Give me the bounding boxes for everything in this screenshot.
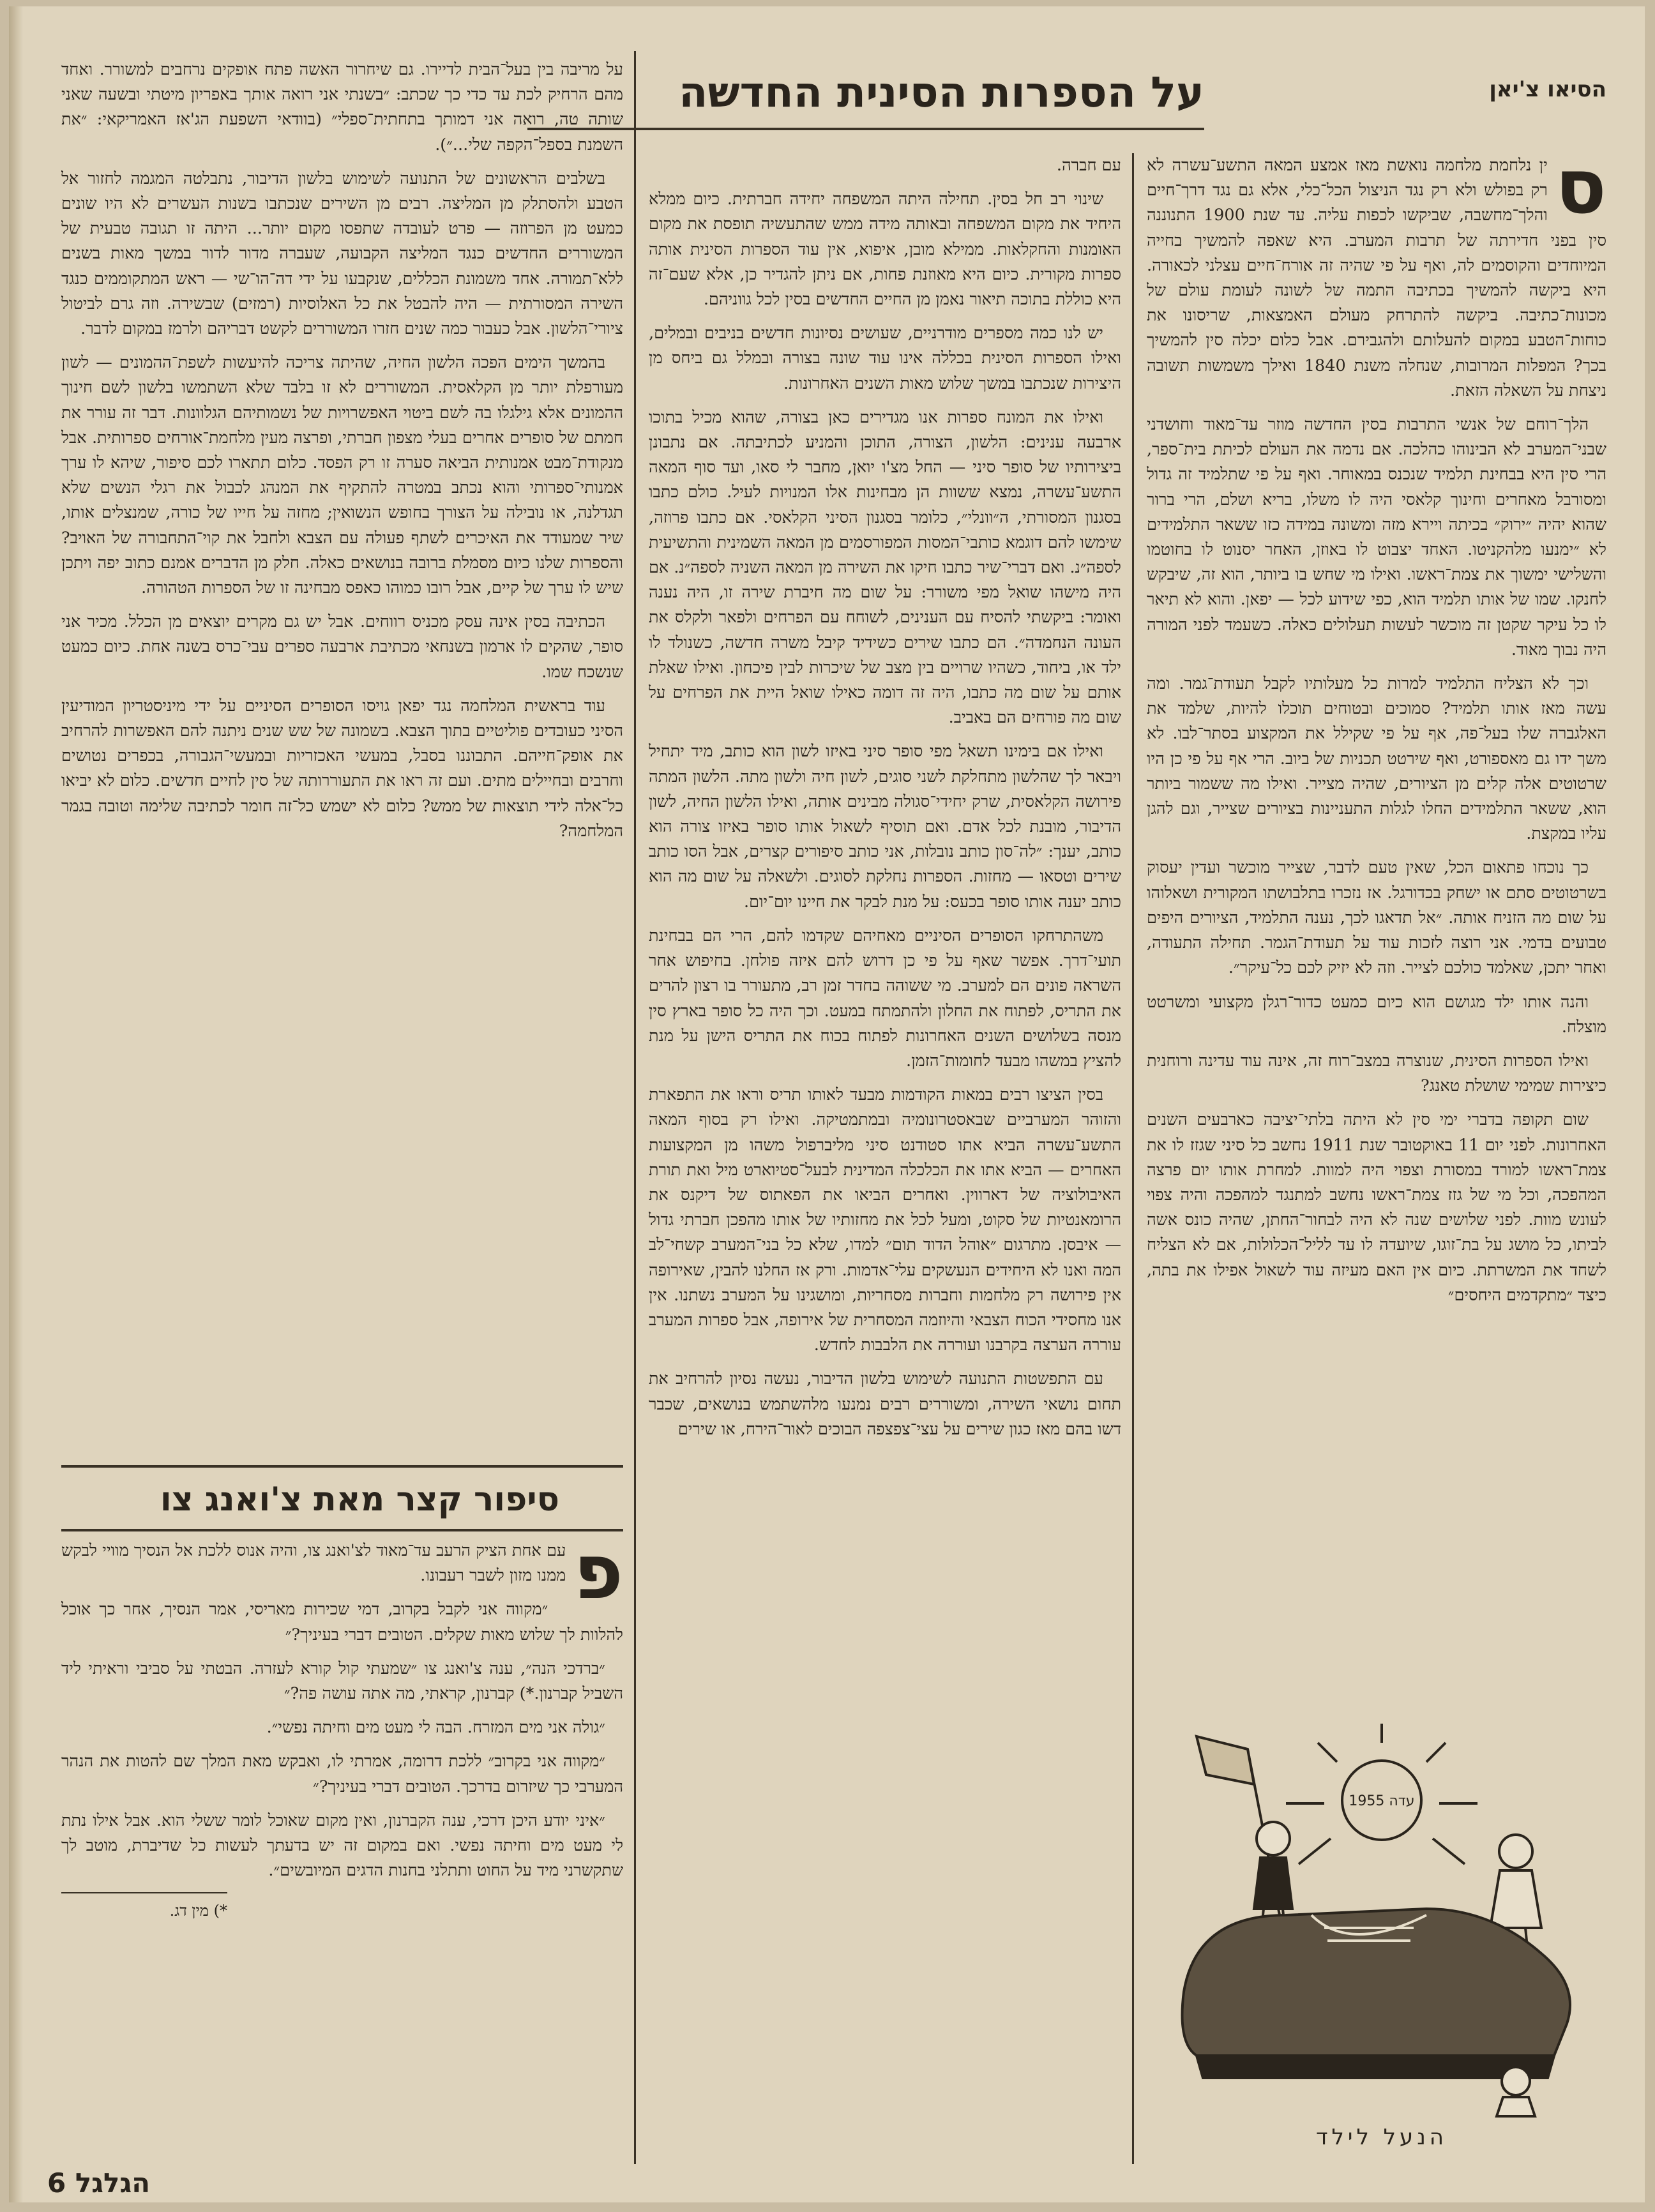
article-paragraph: בהמשך הימים הפכה הלשון החיה, שהיתה צריכה להיעשות לשפת־ההמונים — לשון מעורפלת יותר מן הקלאסית. המשוררים לא זו בלבד שלא השתמשו בלשון לשם חינוך ההמונים אלא גילגלו בה לשם ביטוי האפשרויות של נשמותיהם הגלוונות. דבר זה עורר את חמתם של סופרים אחרים בעלי מצפון חברתי, ופרצה מעין מלחמת־אורחים ספרותית. אבל מנקודת־מבט אמנותית הביאה סערה זו רק הפסד. כלום תתארו לכם סיפור, שיהא לו ערך אמנותי־ספרותי והוא נכתב במטרה להתקיף את המנהג לכבול את רגלי הנשים שלא תגדלנה, או נובילה על הצורך בחופש הנשואין; מחזה על חייו של כורה, שמנצלים אותו, שיר שמעודד את האיכרים לשתף פעולה עם הצבא ולחבל את קוי־התחבורה של האויב? והספרות שלנו כיום מסמלת ברובה בנושאים כאלה. חלק מן הדברים אמנם כתוב יפה ויתכן שיש לו ערך של קיים, אבל רובו כמוהו כאפס מבחינה זו של הספרות הטהורה. [61, 353, 623, 598]
article-paragraph: משהתרחקו הסופרים הסיניים מאחיהם שקדמו להם, הרי הם בבחינת תועי־דרך. אפשר שאף על פי כן דרוש להם איזה פולחן. בחיפוש אחר השראה פונים הם למערב. מי ששוהה בחדר זמן רב, מתעורר בו רצון להרים את התריס, לפתוח את החלון ולהתמתח במעט. וכך היה כל סופר בארץ סין מנסה בשלושים השנים האחרונות לפתוח בכוח את התריס הישן על מנת להציץ במשהו מבעד לחומות־הזמן. [649, 926, 1121, 1071]
column-divider [1132, 153, 1134, 2164]
article-paragraph: בסין הציצו רבים במאות הקודמות מבעד לאותו תריס וראו את התפארת והזוהר המערביים שבאסטרונומיה ובמתמטיקה. ואילו רק בסוף המאה התשע־עשרה הביא אתו סטודנט סיני מליברפול משהו מן המקצועות האחרים — הביא אתו את הכלכלה המדינית לבעל־סטיוארט מיל ואת תורת האיבולוציה של דארווין. ואחרים הביאו את הפאתוס של דיקנס את הרומאנטיות של סקוט, ומעל לכל את מחזותיו של אותו מהפכן חברתי גדול — איבסן. מתרגום ״אוהל הדוד תום״ למדו, שלא כל בני־המערב קשחי־לב המה ואנו לא היחידים הנעשקים עלי־אדמות. ורק אז החלנו להבין, שאירופה אין פירושה רק מלחמות וחברות מסחריות, ומושגינו על המערב נשתנו. אין אנו מחסידי הכוח הצבאי והיוזמה המסחרית של אירופה, אבל ספרות המערב עוררה הערצה בקרבנו ועוררה את הלבבות לחדש. [649, 1085, 1121, 1355]
newspaper-page [9, 6, 1645, 2202]
illustration-caption: הנעל לילד [1315, 2125, 1448, 2150]
story-title: סיפור קצר מאת צ'ואנג צו [160, 1480, 559, 1519]
story-paragraph: ״מקווה אני בקרוב״ ללכת דרומה, אמרתי לו, ואבקש מאת המלך שם להטות את הנהר המערבי כך שיזרום בדרכך. הטובים דברי בעיניך?״ [61, 1752, 623, 1796]
story-dropcap: פ [573, 1539, 623, 1616]
article-author: הסיאו צ'יאן [1489, 77, 1606, 102]
story-paragraph: ״מקווה אני לקבל בקרוב, דמי שכירות מאריסי, אמר הנסיך, אחר כך אוכל להלוות לך שלוש מאות שקלים. הטובים דברי בעיניך?״ [61, 1600, 623, 1644]
shoe-illustration [1158, 1724, 1605, 2119]
article-dropcap: ס [1555, 153, 1606, 230]
article-paragraph: שום תקופה בדברי ימי סין לא היתה בלתי־יציבה כארבעים השנים האחרונות. לפני יום 11 באוקטובר שנת 1911 נחשב כל סיני שגזז לו את צמת־ראשו למורד במסורת וצפוי היה למוות. למחרת אותו יום פרצה המהפכה, וכל מי של גזז צמת־ראשו נחשב למתנגד למהפכה והיה צפוי לעונש מוות. לפני שלושים שנה לא היה לבחור־החתן, שהיה כונס אשה לביתו, כל מושג על בת־זוגו, שיועדה לו עד לליל־הכלולות, אם לא הצליח לשחד את המשרתת. כיום אין האם מעיזה עוד לשאול אפילו את בתה, כיצד ״מתקדמים היחסים״ [1147, 1110, 1606, 1305]
article-paragraph: וכך לא הצליח התלמיד למרות כל מעלותיו לקבל תעודת־גמר. ומה עשה מאז אותו תלמיד? סמוכים ובטוחים תוכלו להיות, שלמד את האלגברה שלו בעל־פה, אף על פי שקילל את המקצוע בסתר־לבו. לא משך ידו גם מאספורט, ואף שירטט תכניות של ביוב. הרי אף על פי כן היו שרטוטים אלה קלים מן הציורים, שהיה מצייר. ואילו מה ששמור ביותר הוא, ששאר התלמידים החלו לגלות התעניינות בציורים שצייר, וגם להגן עליו במקצת. [1147, 674, 1606, 844]
story-paragraph: ״גולה אני מים המזרח. הבה לי מעט מים וחיתה נפשי״. [266, 1718, 605, 1738]
page-edge-shadow [9, 6, 23, 2202]
story-paragraph: ״איני יודע היכן דרכי, ענה הקברנון, ואין מקום שאוכל לומר ששלי הוא. אבל אילו נתת לי מעט מים וחיתה נפשי. ואם במקום זה יש בדעתך לעשות כל שדיברת, מוטב לך שתקשרני מיד על החוט ותתלני בחנות הדגים המיובשים״. [61, 1810, 623, 1881]
story-paragraph: עם אחת הציק הרעב עד־מאוד לצ'ואנג צו, והיה אנוס ללכת אל הנסיך מוויי לבקש ממנו מזון לשבר רעבונו. [61, 1541, 566, 1586]
article-paragraph: יש לנו כמה מספרים מודרניים, שעושים נסיונות חדשים בניבים ובמלים, ואילו הספרות הסינית בכללה אינו עוד שונה בצורה ובמלל גם ביחס מן היצירות שנכתבו במשך שלוש מאות השנים האחרונות. [649, 324, 1121, 393]
story-footnote: *) מין דג. [61, 1892, 227, 1923]
article-paragraph: ואילו את המונח ספרות אנו מגדירים כאן בצורה, שהוא מכיל בתוכו ארבעה ענינים: הלשון, הצורה, התוכן והמניע לכתיבתה. אם נתבונן ביצירותיו של סופר סיני — החל מצ'ו יואן, מחבר לי סאו, ועד סוף המאה התשע־עשרה, נמצא ששוות הן מבחינות אלו המנויות לעיל. כולם כתבו בסגנון המסורתי, ה״וונלי״, כלומר בסגנון הסיני הקלאסי. אם כתבו פרוזה, שימשו להם דוגמא כותבי־המסות המפורסמים מן המאה השמינית והתשיעית לספה״נ. ואם דברי־שיר כתבו חיקו את השירה מן המאה השניה לספה״נ. אם היה מישהו שואל מפי משורר: על שום מה חיברת שירה זו, היה נענה ואומר: ביקשתי להסיח עם הענינים, לשוחח עם הפרחים ולפאר ולקלס את העונה הנחמדה״. הם כתבו שירים כשידיד קיבל משרה חדשה, כשנולד לו ילד או, ביחוד, כשהיו שרויים בין מצב של שיכרות לבין פיכחון. ואילו שאלת אותם על שום מה כתבו, היה זה דומה כאילו שואל היית את הפרחים על שום מה פורחים הם באביב. [649, 407, 1121, 728]
column-divider [634, 51, 636, 2164]
article-paragraph: עוד בראשית המלחמה נגד יפאן גויסו הסופרים הסיניים על ידי מיניסטריון המודיעין הסיני כעובדים פוליטיים בתוך הצבא. בשמונה של שש שנים ניתנה להם האפשרות להרחיב את אופק־חייהם. התבוננו בסבל, במעשי האכזריות ובמעשי־הגבורה, בכפרים נטושים וחרבים ובחיילים מתים. ועם זה ראו את התעוררותה של סין לחיים חדשים. כלום לא יביאו כל־אלה לידי תוצאות של ממש? כלום לא ישמש כל־זה חומר לכתיבה שלימה וטובה בגמר המלחמה? [61, 696, 623, 841]
article-column-1 [1147, 153, 1606, 1711]
story-paragraph: ״ברדכי הנה״, ענה צ'ואנג צו ״שמעתי קול קורא לעזרה. הבטתי על סביבי וראיתי ליד השביל קברנון.*) קברנון, קראתי, מה אתה עושה פה?״ [61, 1659, 623, 1704]
article-paragraph: ואילו אם בימינו תשאל מפי סופר סיני באיזו לשון הוא כותב, מיד יתחיל ויבאר לך שהלשון מתחלקת לשני סוגים, לשון חיה ולשון מתה. הלשון המתה פירושה הקלאסית, שרק יחידי־סגולה מבינים אותה, ואילו הלשון החיה, לשון הדיבור, מובנת לכל אדם. ואם תוסיף לשאול אותו סופר באיזו צורה הוא כותב, יענך: ״לה־סון כותב נובלות, אני כותב סיפורים קצרים, אבל הסו כותב שירים וטסאו — מחזות. הספרות נחלקת לסוגים. ולשאלה על שום מה הוא כותב יענה אותו סופר בכעס: על מנת לבקר את חיינו יום־יום. [649, 742, 1121, 912]
page-footer: הגלגל 6 [47, 2167, 151, 2199]
story-column [61, 1539, 623, 2183]
article-column-3 [61, 57, 623, 1462]
article-paragraph: הכתיבה בסין אינה עסק מכניס רווחים. אבל יש גם מקרים יוצאים מן הכלל. מכיר אני סופר, שהקים לו ארמון בשנחאי מכתיבת ארבעה ספרים עבי־כרס בשנה אחת. כיום כמעט שנשכח שמו. [61, 612, 623, 682]
article-paragraph: ין נלחמת מלחמה נואשת מאז אמצע המאה התשע־עשרה לא רק בפולש ולא רק נגד הניצול הכל־כלי, אלא גם נגד דרך־חיים והלך־מחשבה, שביקשו לכפות עליה. עד שנת 1900 התנוננה סין בפני חדירתה של תרבות המערב. היא שאפה להמשיך בחייה המיוחדים והקוסמים לה, ואף על פי שהיה זה אורח־חיים עצלני לכאורה. היא ביקשה להמשיך בכתיבה התמה של לשונה לעומת עולם של מכונות־כתיבה. ביקשה להתרחק מעולם האמצאות, שריסונו את כוחות־הטבע במקום להעלותם ולהגבירם. אבל כלום יכלה סין להמשיך בכך? המפלות המרובות, שנחלה משנת 1840 ואילך משמשות תשובה ניצחת על השאלה הזאת. [1147, 156, 1606, 400]
article-paragraph: ואילו הספרות הסינית, שנוצרה במצב־רוח זה, אינה עוד עדינה ורוחנית כיצירות שמימי שושלת טאנג? [1147, 1051, 1606, 1096]
article-paragraph: הלך־רוחם של אנשי התרבות בסין החדשה מוזר עד־מאוד וחושדני שבני־המערב לא הבינוהו כהלכה. אם נדמה את העולם לכיתת בית־ספר, הרי סין היא בבחינת תלמיד שנכנס במאוחר. ואף על פי שתלמיד זה גדול ומסורבל מאחרים וחינוך קלאסי היה לו משלו, בריא ושלם, הרי ברור שהוא יהיה ״ירוק״ בכיתה ויירא מזה ומשונה במידה כזו ששאר התלמידים לא ״ימנעו מלהקניטו. האחד יצבוט לו באוזן, האחר יסנוט לו בחוטמו והשלישי ימשוך את צמת־ראשו. ואילו מי שחש בו ביותר, הוא זה, שיבקש לחנקו. שמו של אותו תלמיד הוא, כפי שידוע לכל — יפאן. והוא לא תיאר לו כל עיקר שקטן זה מוכשר לעשות תעלולים כאלה. כשעמד לפני המורה היה נבוך מאוד. [1147, 415, 1606, 659]
article-paragraph: על מריבה בין בעל־הבית לדיירו. גם שיחרור האשה פתח אופקים נרחבים למשורר. ואחד מהם הרחיק לכת עד כדי כך שכתב: ״בשנתי אני רואה אותך באפריון מיטתי ובשעה שאני שותה טה, רואה אני דמותך בתחתית־ספלי״ (בוודאי השפעת הג'אז האמריקאי: ״את השמנת בספל־הקפה שלי...״). [61, 60, 623, 154]
article-paragraph: עם התפשטות התנועה לשימוש בלשון הדיבור, נעשה נסיון להרחיב את תחום נושאי השירה, ומשוררים רבים נמנעו מלהשתמש בנושאים, שכבר דשו בהם מאז כגון שירים על עצי־צפצפה הבוכים לאור־הירח, או שירים [649, 1369, 1121, 1439]
story-top-rule [61, 1465, 623, 1468]
article-paragraph: עם חברה. [1056, 156, 1121, 175]
article-paragraph: שינוי רב חל בסין. תחילה היתה המשפחה יחידה חברתית. כיום ממלא היחיד את מקום המשפחה ובאותה מידה ממש שהתעשיה תופסת את מקום האומנות והחקלאות. ממילא מובן, איפוא, אין עוד הספרות הסינית אותה ספרות מקורית. כיום היא מאוזנת פחות, אם ניתן להגדיר כן, אלא שעם־זה היא כוללת בתוכה תיאור נאמן מן החיים החדשים בסין לכל גווניהם. [649, 190, 1121, 310]
article-column-2 [649, 153, 1121, 2190]
story-title-rule [61, 1529, 623, 1531]
article-paragraph: כך נוכחו פתאום הכל, שאין טעם לדבר, שצייר מוכשר ועדין יעסוק בשרטוטים סתם או ישחק בכדורגל. אז נזכרו בתלבושתו המקורית ושאלוהו על שום מה הזניח אותה. ״אל תדאגו לכך, נענה התלמיד, הציורים היפים טבועים בדמי. אני רוצה לזכות עוד על תעודת־הגמר. תחילה התעודה, ואחר יתכן, שאלמד כולכם לצייר. וזה לא יזיק לכם כל־עיקר״. [1147, 858, 1606, 978]
illustration-label: עדה 1955 [1349, 1793, 1415, 1809]
article-headline: על הספרות הסינית החדשה [527, 64, 1204, 130]
article-paragraph: והנה אותו ילד מגושם הוא כיום כמעט כדור־רגלן מקצועי ומשרטט מוצלח. [1147, 992, 1606, 1037]
article-paragraph: בשלבים הראשונים של התנועה לשימוש בלשון הדיבור, נתבלטה המגמה לחזור אל הטבע ולהסתלק מן המליצה. רבים מן השירים שנכתבו בשנות העשרים לא היו שונים כמעט מן הפרוזה — פרט לעובדה שתפסו מקום יותר... היתה זו תגובה טבעית של המשוררים החדשים כנגד המליצה הקבועה, שעברה מדור לדור במשך מאות בשנים ללא־תמורה. אחד משמונת הכללים, שנקבעו על ידי דה־הו־שי — ראש המתקוממים כנגד השירה המסורתית — היה להבטל את כל האלוסיות (רמזים) שבשירה. וזה גרם לביטול ציורי־הלשון. אבל כעבור כמה שנים חזרו המשוררים לקשט דבריהם ולרמז במקום לדבר. [61, 169, 623, 339]
